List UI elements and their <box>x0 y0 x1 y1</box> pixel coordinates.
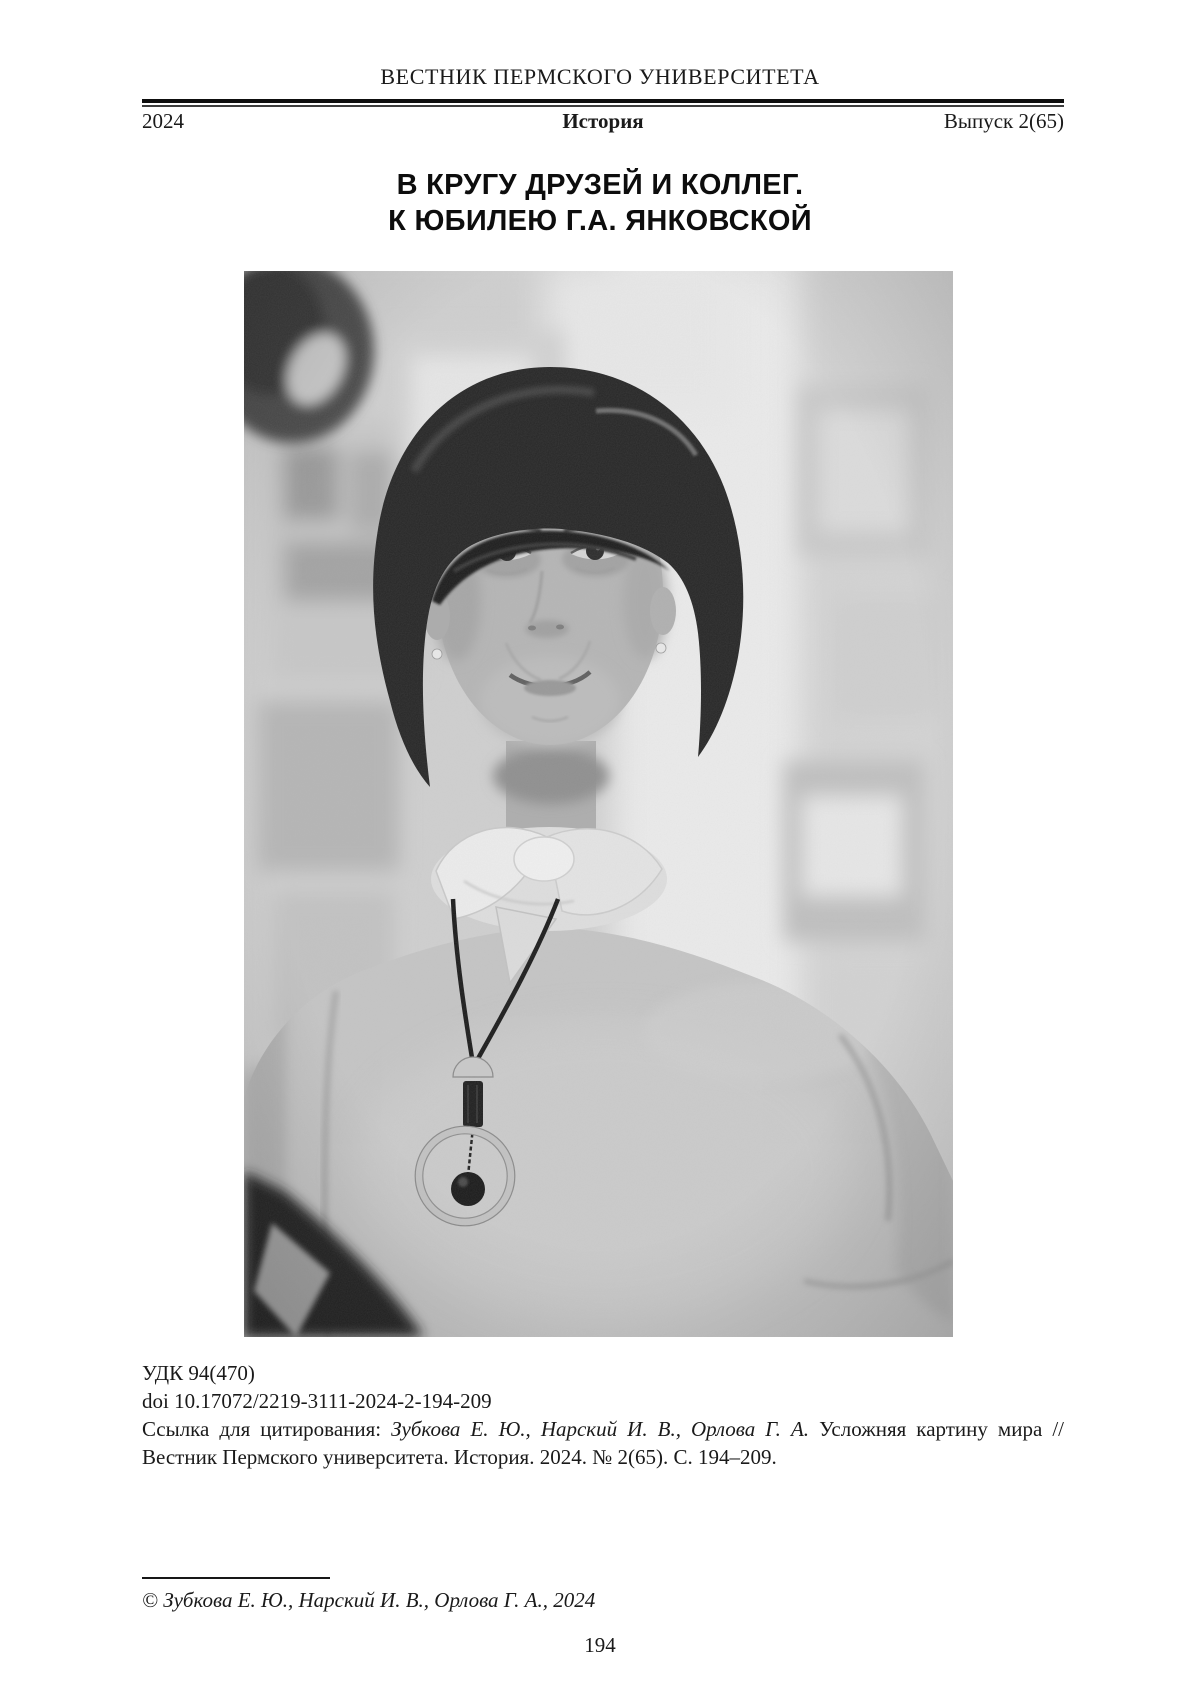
copyright-note: © Зубкова Е. Ю., Нарский И. В., Орлова Г. А., 2024 <box>142 1588 596 1612</box>
udc-code: УДК 94(470) <box>142 1361 255 1385</box>
page-number: 194 <box>584 1633 616 1657</box>
section-label: История <box>562 109 644 133</box>
portrait-photo-svg <box>244 271 953 1337</box>
issue-label: Выпуск 2(65) <box>943 109 1064 133</box>
masthead-rule <box>142 99 1064 107</box>
citation <box>142 1415 1064 1471</box>
doi-code: doi 10.17072/2219-3111-2024-2-194-209 <box>142 1389 492 1413</box>
year-label: 2024 <box>142 109 184 133</box>
citation-label: Ссылка для цитирования: <box>142 1417 392 1441</box>
article-title <box>0 167 1200 239</box>
citation-text: Усложняя картину мира // Вестник Пермского университета. История. 2024. № 2(65). С. 194–209. <box>142 1417 1064 1469</box>
footnote-rule <box>142 1577 330 1579</box>
article-meta <box>142 1359 1064 1471</box>
portrait-photo <box>244 271 953 1337</box>
citation-authors: Зубкова Е. Ю., Нарский И. В., Орлова Г. А. <box>391 1417 810 1441</box>
article-title-line2: К ЮБИЛЕЮ Г.А. ЯНКОВСКОЙ <box>388 205 812 237</box>
article-title-line1: В КРУГУ ДРУЗЕЙ И КОЛЛЕГ. <box>396 169 804 201</box>
journal-masthead: ВЕСТНИК ПЕРМСКОГО УНИВЕРСИТЕТА <box>380 64 820 89</box>
issue-header-row <box>142 109 1064 135</box>
